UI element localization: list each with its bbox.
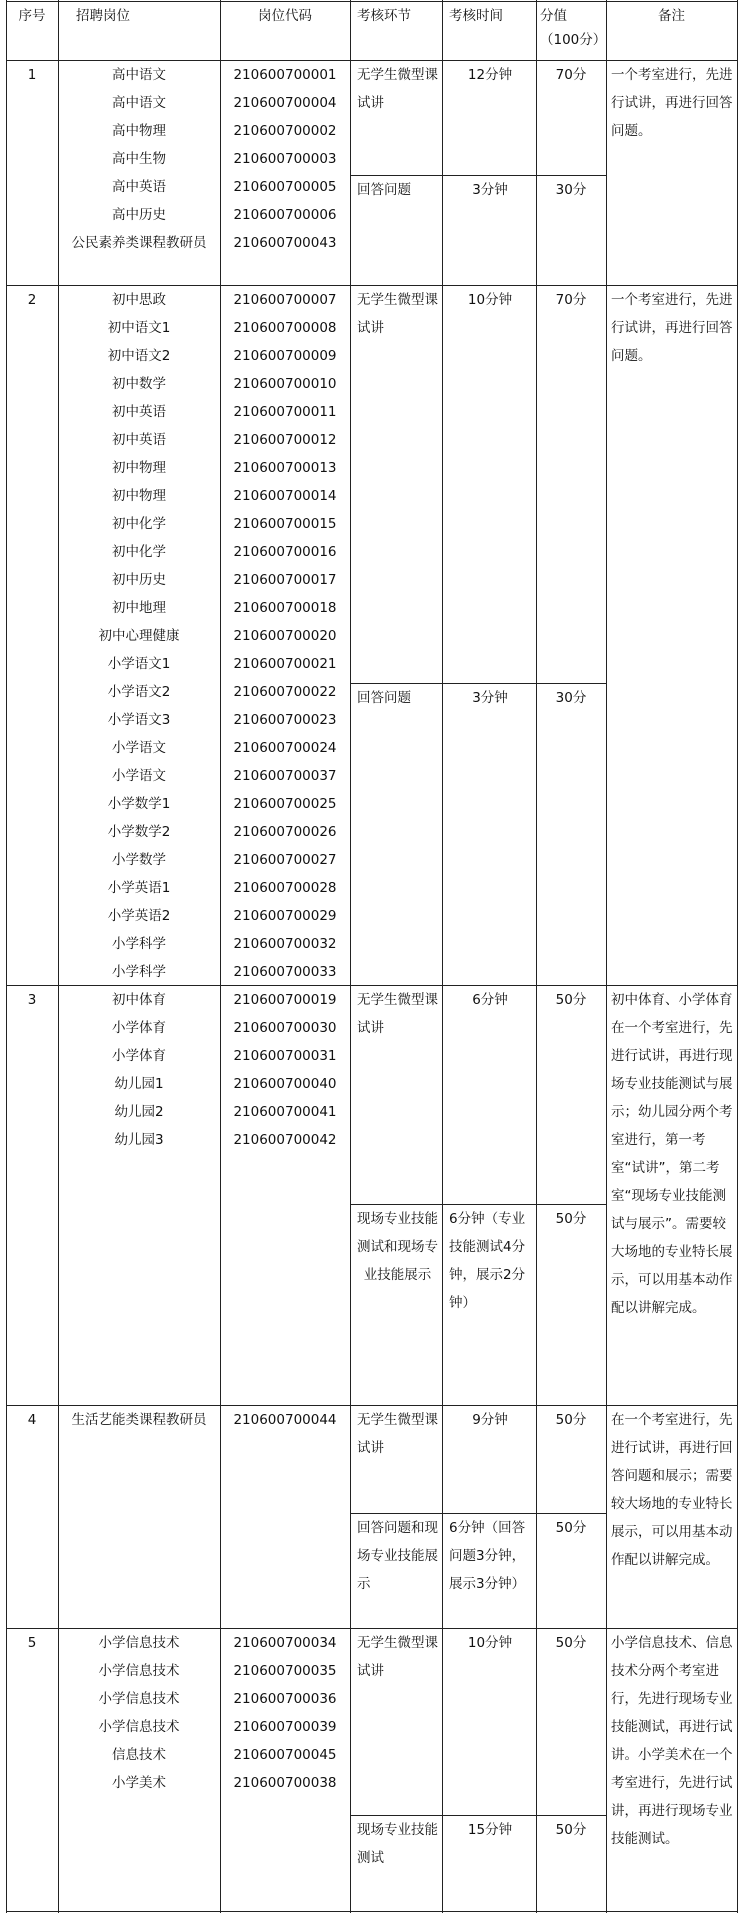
group-1-score-2: 30分: [555, 182, 587, 198]
list-item: 小学信息技术: [98, 1663, 180, 1679]
list-item: 小学英语1: [107, 880, 171, 896]
list-item: 小学语文: [112, 740, 166, 756]
list-item: 210600700023: [233, 712, 337, 728]
list-item: 210600700042: [233, 1132, 337, 1148]
header-position: 招聘岗位: [76, 8, 130, 24]
group-3-score-1: 50分: [555, 992, 587, 1008]
group-4-index: 4: [27, 1412, 37, 1428]
list-item: 210600700024: [233, 740, 337, 756]
list-item: 210600700026: [233, 824, 337, 840]
group-3-time-1: 6分钟: [472, 992, 508, 1008]
group-4-positions: [58, 1406, 220, 1434]
list-item: 初中语文1: [107, 320, 171, 336]
list-item: 小学语文: [112, 768, 166, 784]
list-item: 210600700018: [233, 600, 337, 616]
group-4-score-1: 50分: [555, 1412, 587, 1428]
group-1-score-1: 70分: [555, 67, 587, 83]
list-item: 公民素养类课程教研员: [71, 235, 207, 251]
group-4-remark: 在一个考室进行，先进行试讲，再进行回答问题和展示；需要较大场地的专业特长展示，可以用基本动作配以讲解完成。: [611, 1412, 733, 1568]
group-4-stage-2: 回答问题和现场专业技能展示: [357, 1520, 438, 1592]
list-item: 初中物理: [112, 460, 166, 476]
list-item: 初中英语: [112, 432, 166, 448]
list-item: 210600700004: [233, 95, 337, 111]
list-item: 210600700016: [233, 544, 337, 560]
header-stage: 考核环节: [357, 8, 411, 24]
group-2-score-1: 70分: [555, 292, 587, 308]
group-4-codes: [220, 1406, 350, 1434]
list-item: 210600700021: [233, 656, 337, 672]
group-3-stage-1: 无学生微型课试讲: [357, 992, 438, 1036]
group-2-positions: [58, 286, 220, 986]
group-5-positions: [58, 1629, 220, 1797]
group-2-index: 2: [27, 292, 37, 308]
list-item: 高中物理: [112, 123, 166, 139]
list-item: 210600700022: [233, 684, 337, 700]
list-item: 初中数学: [112, 376, 166, 392]
group-5-index: 5: [27, 1635, 37, 1651]
list-item: 初中历史: [112, 572, 166, 588]
header-index: 序号: [18, 8, 46, 24]
list-item: 初中地理: [112, 600, 166, 616]
list-item: 高中语文: [112, 67, 166, 83]
header-time: 考核时间: [449, 8, 503, 24]
list-item: 210600700019: [233, 992, 337, 1008]
list-item: 210600700014: [233, 488, 337, 504]
list-item: 210600700017: [233, 572, 337, 588]
list-item: 210600700035: [233, 1663, 337, 1679]
list-item: 高中生物: [112, 151, 166, 167]
group-1-time-2: 3分钟: [472, 182, 508, 198]
list-item: 210600700011: [233, 404, 337, 420]
list-item: 小学体育: [112, 1020, 166, 1036]
list-item: 210600700007: [233, 292, 337, 308]
list-item: 210600700027: [233, 852, 337, 868]
list-item: 210600700001: [233, 67, 337, 83]
list-item: 小学科学: [112, 964, 166, 980]
list-item: 210600700036: [233, 1691, 337, 1707]
list-item: 210600700003: [233, 151, 337, 167]
list-item: 210600700005: [233, 179, 337, 195]
group-5-time-1: 10分钟: [467, 1635, 513, 1651]
group-3-remark: 初中体育、小学体育在一个考室进行，先进行试讲，再进行现场专业技能测试与展示；幼儿园分两个考室进行，第一考室“试讲”，第二考室“现场专业技能测试与展示”。需要较大场地的专业特长展示，可以用基本动作配以讲解完成。: [611, 992, 733, 1316]
list-item: 幼儿园1: [114, 1076, 164, 1092]
header-score: 分值（100分）: [540, 8, 607, 48]
list-item: 210600700020: [233, 628, 337, 644]
group-1-positions: [58, 61, 220, 257]
list-item: 210600700008: [233, 320, 337, 336]
list-item: 小学数学2: [107, 824, 171, 840]
list-item: 初中英语: [112, 404, 166, 420]
list-item: 幼儿园2: [114, 1104, 164, 1120]
list-item: 幼儿园3: [114, 1132, 164, 1148]
group-1-stage-2: 回答问题: [357, 182, 411, 198]
list-item: 小学美术: [112, 1775, 166, 1791]
list-item: 初中化学: [112, 516, 166, 532]
list-item: 210600700006: [233, 207, 337, 223]
list-item: 210600700028: [233, 880, 337, 896]
list-item: 210600700009: [233, 348, 337, 364]
group-3-stage-2: 现场专业技能测试和现场专业技能展示: [357, 1211, 438, 1283]
list-item: 210600700037: [233, 768, 337, 784]
group-2-codes: [220, 286, 350, 986]
group-3-time-2: 6分钟（专业技能测试4分钟，展示2分钟）: [449, 1211, 526, 1311]
group-2-stage-1: 无学生微型课试讲: [357, 292, 438, 336]
group-5-codes: [220, 1629, 350, 1797]
group-1-index: 1: [27, 67, 37, 83]
group-2-remark: 一个考室进行，先进行试讲，再进行回答问题。: [611, 292, 733, 364]
list-item: 初中体育: [112, 992, 166, 1008]
list-item: 210600700043: [233, 235, 337, 251]
list-item: 初中语文2: [107, 348, 171, 364]
list-item: 210600700044: [233, 1412, 337, 1428]
list-item: 210600700038: [233, 1775, 337, 1791]
list-item: 210600700045: [233, 1747, 337, 1763]
group-5-score-1: 50分: [555, 1635, 587, 1651]
list-item: 小学语文2: [107, 684, 171, 700]
group-1-stage-1: 无学生微型课试讲: [357, 67, 438, 111]
group-3-codes: [220, 986, 350, 1154]
group-4-score-2: 50分: [555, 1520, 587, 1536]
list-item: 小学信息技术: [98, 1635, 180, 1651]
list-item: 210600700029: [233, 908, 337, 924]
list-item: 生活艺能类课程教研员: [71, 1412, 207, 1428]
group-5-time-2: 15分钟: [467, 1822, 513, 1838]
group-3-index: 3: [27, 992, 37, 1008]
list-item: 初中心理健康: [98, 628, 180, 644]
list-item: 小学语文3: [107, 712, 171, 728]
list-item: 210600700039: [233, 1719, 337, 1735]
list-item: 210600700034: [233, 1635, 337, 1651]
group-1-codes: [220, 61, 350, 257]
list-item: 初中思政: [112, 292, 166, 308]
header-code: 岗位代码: [258, 8, 312, 24]
list-item: 210600700015: [233, 516, 337, 532]
group-5-score-2: 50分: [555, 1822, 587, 1838]
list-item: 210600700032: [233, 936, 337, 952]
group-2-score-2: 30分: [555, 690, 587, 706]
list-item: 小学数学1: [107, 796, 171, 812]
list-item: 小学科学: [112, 936, 166, 952]
list-item: 210600700041: [233, 1104, 337, 1120]
list-item: 小学信息技术: [98, 1691, 180, 1707]
header-remark: 备注: [658, 8, 685, 24]
group-4-time-2: 6分钟（回答问题3分钟，展示3分钟）: [449, 1520, 526, 1592]
list-item: 小学英语2: [107, 908, 171, 924]
group-5-stage-2: 现场专业技能测试: [357, 1822, 438, 1866]
list-item: 210600700031: [233, 1048, 337, 1064]
group-4-time-1: 9分钟: [472, 1412, 508, 1428]
list-item: 小学信息技术: [98, 1719, 180, 1735]
group-2-time-1: 10分钟: [467, 292, 513, 308]
list-item: 210600700040: [233, 1076, 337, 1092]
list-item: 210600700025: [233, 796, 337, 812]
list-item: 小学数学: [112, 852, 166, 868]
list-item: 210600700010: [233, 376, 337, 392]
list-item: 210600700002: [233, 123, 337, 139]
list-item: 高中语文: [112, 95, 166, 111]
group-4-stage-1: 无学生微型课试讲: [357, 1412, 438, 1456]
list-item: 210600700030: [233, 1020, 337, 1036]
group-3-score-2: 50分: [555, 1211, 587, 1227]
group-5-stage-1: 无学生微型课试讲: [357, 1635, 438, 1679]
list-item: 小学语文1: [107, 656, 171, 672]
group-5-remark: 小学信息技术、信息技术分两个考室进行，先进行现场专业技能测试，再进行试讲。小学美术在一个考室进行，先进行试讲，再进行现场专业技能测试。: [611, 1635, 733, 1847]
list-item: 初中化学: [112, 544, 166, 560]
list-item: 高中英语: [112, 179, 166, 195]
list-item: 210600700033: [233, 964, 337, 980]
list-item: 信息技术: [112, 1747, 166, 1763]
group-1-remark: 一个考室进行，先进行试讲，再进行回答问题。: [611, 67, 733, 139]
list-item: 210600700013: [233, 460, 337, 476]
group-3-positions: [58, 986, 220, 1154]
list-item: 210600700012: [233, 432, 337, 448]
list-item: 小学体育: [112, 1048, 166, 1064]
list-item: 初中物理: [112, 488, 166, 504]
list-item: 高中历史: [112, 207, 166, 223]
group-2-stage-2: 回答问题: [357, 690, 411, 706]
group-2-time-2: 3分钟: [472, 690, 508, 706]
group-1-time-1: 12分钟: [467, 67, 513, 83]
